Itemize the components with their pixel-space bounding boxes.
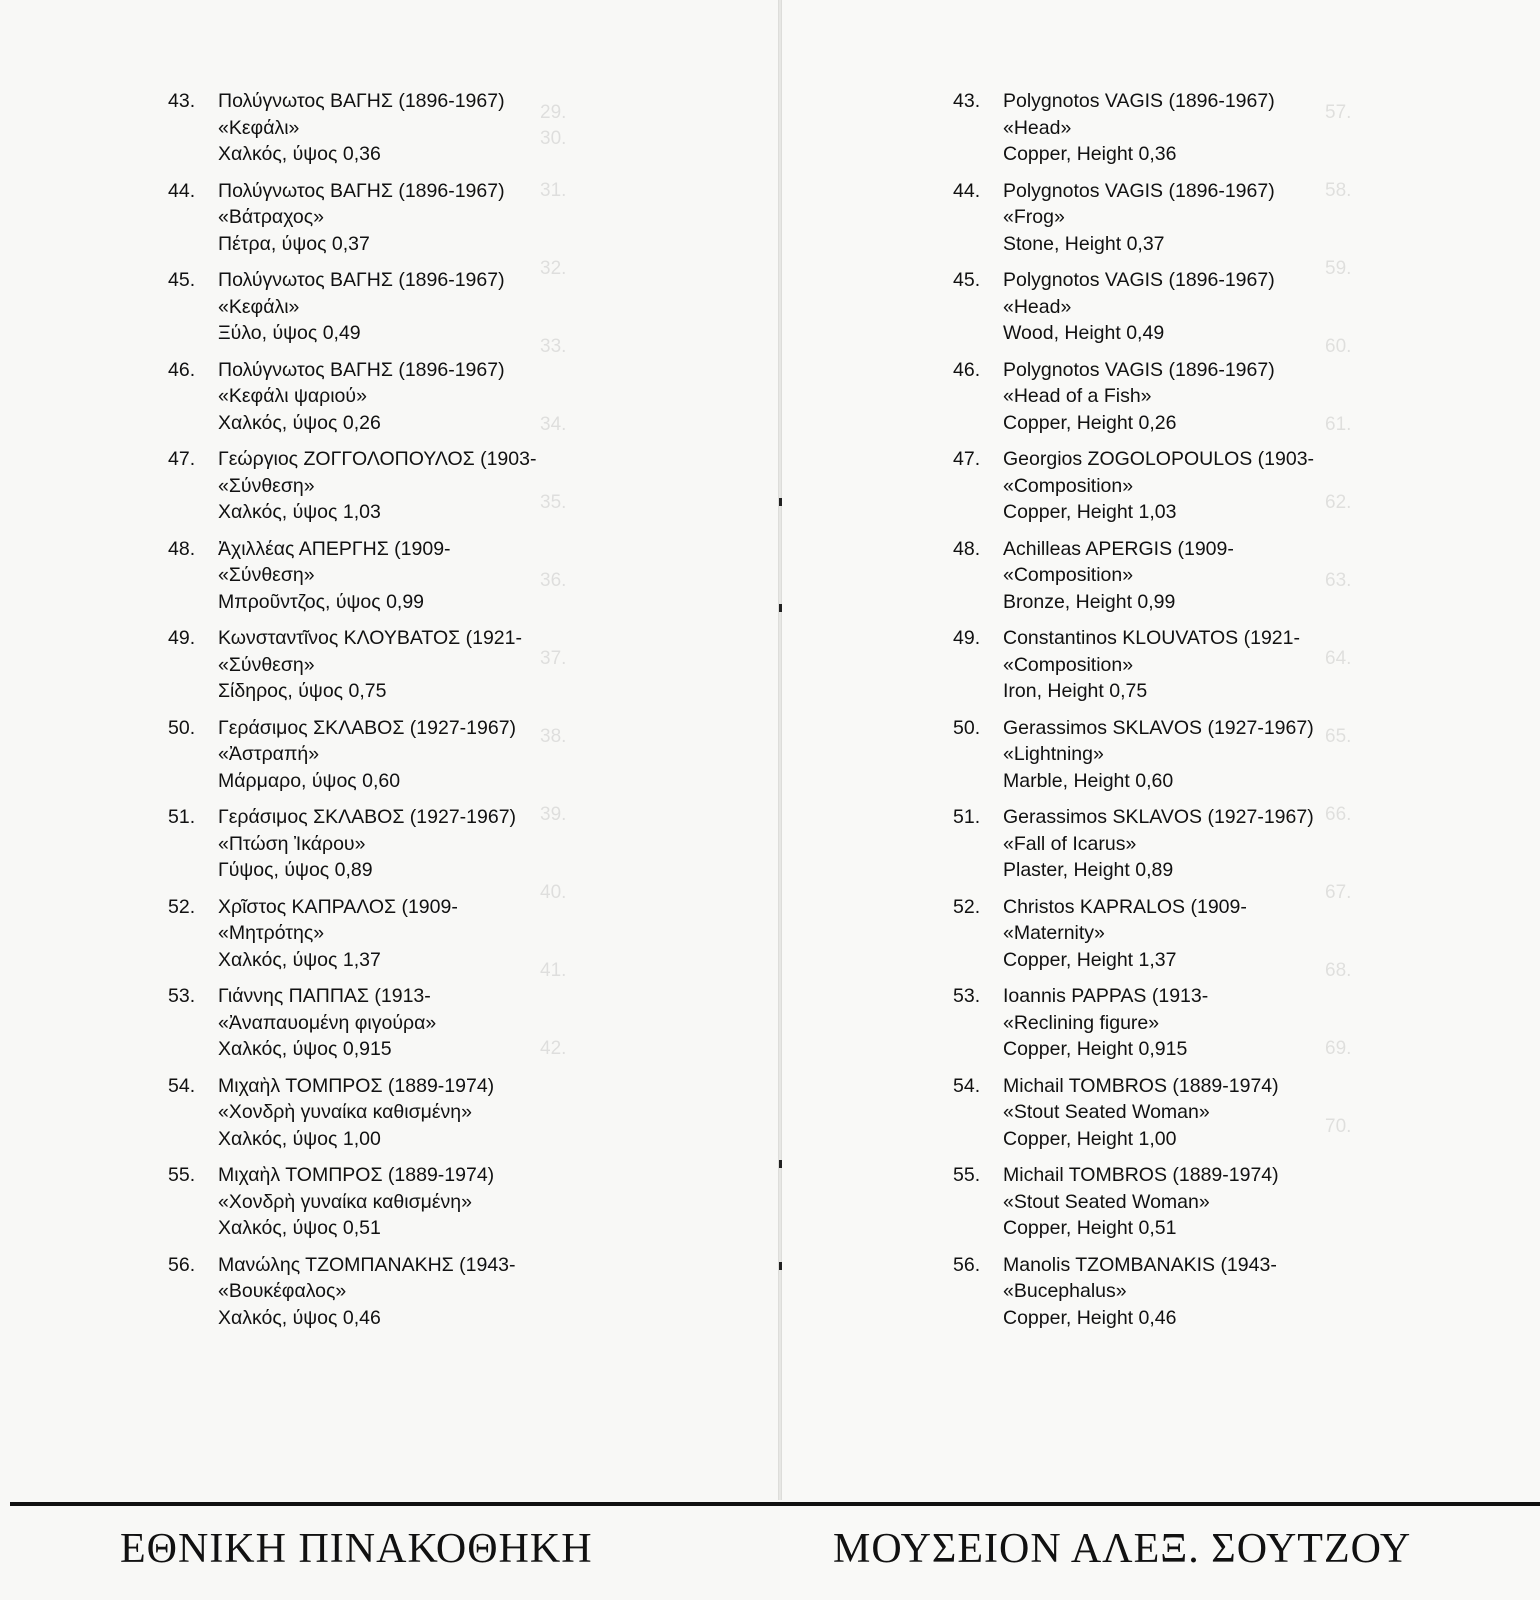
greek-catalogue-list xyxy=(168,88,628,1341)
entry-material: Χαλκός, ύψος 0,26 xyxy=(218,411,381,434)
entry-body xyxy=(218,894,628,974)
entry-title: «Σύνθεση» xyxy=(218,474,315,497)
entry-number: 44. xyxy=(953,179,981,202)
entry-title: «Χονδρὴ γυναίκα καθισμένη» xyxy=(218,1190,472,1213)
entry-artist: Πολύγνωτος ΒΑΓΗΣ (1896-1967) xyxy=(218,358,505,381)
catalogue-entry xyxy=(168,715,628,795)
entry-material: Πέτρα, ύψος 0,37 xyxy=(218,232,370,255)
entry-artist: Polygnotos VAGIS (1896-1967) xyxy=(1003,179,1275,202)
entry-body xyxy=(218,1162,628,1242)
entry-number: 53. xyxy=(168,985,196,1007)
entry-title: «Ἀναπαυομένη φιγούρα» xyxy=(218,1011,437,1034)
entry-number: 51. xyxy=(953,806,981,828)
entry-body xyxy=(218,357,628,437)
entry-body xyxy=(1003,983,1403,1063)
entry-body xyxy=(1003,715,1403,795)
entry-artist: Πολύγνωτος ΒΑΓΗΣ (1896-1967) xyxy=(218,179,505,202)
book-spine xyxy=(778,0,782,1500)
entry-number: 50. xyxy=(953,716,981,739)
entry-material: Χαλκός, ύψος 1,00 xyxy=(218,1127,381,1150)
entry-material: Copper, Height 0,26 xyxy=(1003,411,1177,434)
entry-title: «Σύνθεση» xyxy=(218,564,315,586)
entry-body xyxy=(1003,267,1403,347)
entry-material: Ξύλο, ύψος 0,49 xyxy=(218,322,361,344)
catalogue-entry xyxy=(168,88,628,168)
entry-title: «Κεφάλι» xyxy=(218,295,300,318)
entry-artist: Polygnotos VAGIS (1896-1967) xyxy=(1003,90,1275,112)
entry-material: Χαλκός, ύψος 0,46 xyxy=(218,1306,381,1329)
entry-body xyxy=(218,625,628,705)
entry-artist: Manolis TZOMBANAKIS (1943- xyxy=(1003,1253,1277,1276)
entry-title: «Ἀστραπή» xyxy=(218,743,320,765)
entry-number: 47. xyxy=(168,448,196,470)
entry-material: Χαλκός, ύψος 0,915 xyxy=(218,1038,392,1060)
entry-number: 44. xyxy=(168,179,196,202)
entry-body xyxy=(218,178,628,258)
spine-mark xyxy=(779,604,782,612)
entry-material: Copper, Height 0,915 xyxy=(1003,1038,1188,1060)
catalogue-entry xyxy=(168,1252,628,1332)
spine-mark xyxy=(779,1262,782,1270)
entry-material: Copper, Height 0,36 xyxy=(1003,143,1177,165)
entry-artist: Michail TOMBROS (1889-1974) xyxy=(1003,1164,1279,1186)
entry-material: Χαλκός, ύψος 0,36 xyxy=(218,143,381,165)
catalogue-entry xyxy=(953,1252,1403,1332)
spine-mark xyxy=(779,1160,782,1168)
catalogue-entry xyxy=(168,536,628,616)
entry-title: «Βουκέφαλος» xyxy=(218,1280,347,1302)
entry-artist: Πολύγνωτος ΒΑΓΗΣ (1896-1967) xyxy=(218,269,505,291)
entry-title: «Lightning» xyxy=(1003,743,1104,765)
catalogue-entry xyxy=(168,178,628,258)
entry-title: «Βάτραχος» xyxy=(218,206,324,228)
catalogue-entry xyxy=(168,1073,628,1153)
entry-title: «Composition» xyxy=(1003,653,1134,676)
catalogue-entry xyxy=(168,1162,628,1242)
catalogue-entry xyxy=(953,1162,1403,1242)
entry-title: «Head of a Fish» xyxy=(1003,385,1152,407)
entry-title: «Reclining figure» xyxy=(1003,1011,1160,1034)
catalogue-entry xyxy=(953,715,1403,795)
entry-number: 45. xyxy=(168,269,196,291)
entry-number: 53. xyxy=(953,985,981,1007)
entry-artist: Achilleas APERGIS (1909- xyxy=(1003,537,1234,560)
catalogue-entry xyxy=(168,625,628,705)
entry-artist: Ἀχιλλέας ΑΠΕΡΓΗΣ (1909- xyxy=(218,537,451,560)
entry-material: Copper, Height 1,00 xyxy=(1003,1127,1177,1150)
entry-artist: Georgios ZOGOLOPOULOS (1903- xyxy=(1003,448,1315,470)
entry-title: «Stout Seated Woman» xyxy=(1003,1101,1210,1123)
entry-body xyxy=(1003,894,1403,974)
entry-artist: Χρῖστος ΚΑΠΡΑΛΟΣ (1909- xyxy=(218,895,458,918)
entry-artist: Polygnotos VAGIS (1896-1967) xyxy=(1003,269,1275,291)
entry-title: «Maternity» xyxy=(1003,922,1105,944)
entry-material: Copper, Height 1,03 xyxy=(1003,501,1177,523)
entry-artist: Christos KAPRALOS (1909- xyxy=(1003,895,1247,918)
entry-body xyxy=(218,1252,628,1332)
entry-number: 46. xyxy=(953,358,981,381)
entry-number: 49. xyxy=(168,627,196,649)
entry-number: 48. xyxy=(953,537,981,560)
entry-number: 55. xyxy=(168,1164,196,1186)
entry-body xyxy=(1003,625,1403,705)
entry-title: «Χονδρὴ γυναίκα καθισμένη» xyxy=(218,1101,472,1123)
entry-title: «Πτώση Ἰκάρου» xyxy=(218,832,366,855)
entry-number: 48. xyxy=(168,537,196,560)
catalogue-entry xyxy=(953,804,1403,884)
entry-title: «Bucephalus» xyxy=(1003,1280,1127,1302)
entry-material: Χαλκός, ύψος 1,03 xyxy=(218,501,381,523)
entry-body xyxy=(218,267,628,347)
entry-number: 55. xyxy=(953,1164,981,1186)
entry-material: Iron, Height 0,75 xyxy=(1003,680,1148,702)
entry-artist: Polygnotos VAGIS (1896-1967) xyxy=(1003,358,1275,381)
entry-artist: Γεώργιος ΖΟΓΓΟΛΟΠΟΥΛΟΣ (1903- xyxy=(218,448,537,470)
entry-material: Μπροῦντζος, ύψος 0,99 xyxy=(218,590,425,613)
entry-material: Χαλκός, ύψος 1,37 xyxy=(218,948,381,971)
entry-artist: Gerassimos SKLAVOS (1927-1967) xyxy=(1003,716,1314,739)
entry-title: «Frog» xyxy=(1003,206,1065,228)
entry-artist: Γιάννης ΠΑΠΠΑΣ (1913- xyxy=(218,985,431,1007)
catalogue-entry xyxy=(953,536,1403,616)
entry-material: Copper, Height 0,46 xyxy=(1003,1306,1177,1329)
entry-body xyxy=(218,983,628,1063)
entry-number: 52. xyxy=(953,895,981,918)
entry-material: Stone, Height 0,37 xyxy=(1003,232,1165,255)
entry-body xyxy=(1003,1162,1403,1242)
entry-number: 56. xyxy=(953,1253,981,1276)
entry-number: 52. xyxy=(168,895,196,918)
footer-rule xyxy=(10,1502,1540,1506)
entry-number: 49. xyxy=(953,627,981,649)
museum-title: ΜΟΥΣΕΙΟΝ ΑΛΕΞ. ΣΟΥΤΖΟΥ xyxy=(833,1526,1412,1572)
entry-title: «Fall of Icarus» xyxy=(1003,832,1137,855)
entry-body xyxy=(218,446,628,526)
catalogue-entry xyxy=(953,88,1403,168)
entry-material: Copper, Height 0,51 xyxy=(1003,1217,1177,1239)
catalogue-entry xyxy=(168,357,628,437)
catalogue-entry xyxy=(168,446,628,526)
entry-body xyxy=(218,1073,628,1153)
entry-artist: Κωνσταντῖνος ΚΛΟΥΒΑΤΟΣ (1921- xyxy=(218,627,522,649)
english-catalogue-list xyxy=(953,88,1403,1341)
entry-title: «Composition» xyxy=(1003,564,1134,586)
entry-artist: Gerassimos SKLAVOS (1927-1967) xyxy=(1003,806,1314,828)
entry-body xyxy=(1003,536,1403,616)
entry-artist: Γεράσιμος ΣΚΛΑΒΟΣ (1927-1967) xyxy=(218,806,517,828)
entry-number: 54. xyxy=(168,1074,196,1097)
entry-artist: Πολύγνωτος ΒΑΓΗΣ (1896-1967) xyxy=(218,90,505,112)
catalogue-entry xyxy=(168,894,628,974)
entry-artist: Michail TOMBROS (1889-1974) xyxy=(1003,1074,1279,1097)
entry-number: 56. xyxy=(168,1253,196,1276)
entry-title: «Κεφάλι» xyxy=(218,116,300,139)
entry-body xyxy=(218,804,628,884)
entry-number: 43. xyxy=(168,90,196,112)
entry-material: Bronze, Height 0,99 xyxy=(1003,590,1176,613)
entry-number: 54. xyxy=(953,1074,981,1097)
entry-title: «Κεφάλι ψαριού» xyxy=(218,385,367,407)
entry-artist: Ioannis PAPPAS (1913- xyxy=(1003,985,1209,1007)
entry-body xyxy=(218,88,628,168)
entry-title: «Composition» xyxy=(1003,474,1134,497)
entry-number: 50. xyxy=(168,716,196,739)
entry-body xyxy=(1003,1252,1403,1332)
entry-artist: Μιχαὴλ ΤΟΜΠΡΟΣ (1889-1974) xyxy=(218,1164,495,1186)
catalogue-entry xyxy=(953,446,1403,526)
entry-body xyxy=(1003,178,1403,258)
entry-material: Plaster, Height 0,89 xyxy=(1003,859,1174,881)
entry-body xyxy=(1003,88,1403,168)
entry-material: Χαλκός, ύψος 0,51 xyxy=(218,1217,381,1239)
entry-material: Copper, Height 1,37 xyxy=(1003,948,1177,971)
entry-material: Σίδηρος, ύψος 0,75 xyxy=(218,680,387,702)
catalogue-entry xyxy=(953,357,1403,437)
entry-number: 45. xyxy=(953,269,981,291)
entry-artist: Γεράσιμος ΣΚΛΑΒΟΣ (1927-1967) xyxy=(218,716,517,739)
catalogue-entry xyxy=(953,625,1403,705)
entry-body xyxy=(1003,804,1403,884)
entry-title: «Stout Seated Woman» xyxy=(1003,1190,1210,1213)
catalogue-entry xyxy=(953,983,1403,1063)
entry-material: Marble, Height 0,60 xyxy=(1003,769,1174,792)
entry-body xyxy=(218,536,628,616)
entry-number: 46. xyxy=(168,358,196,381)
catalogue-entry xyxy=(168,983,628,1063)
catalogue-entry xyxy=(953,267,1403,347)
entry-artist: Μιχαὴλ ΤΟΜΠΡΟΣ (1889-1974) xyxy=(218,1074,495,1097)
entry-number: 51. xyxy=(168,806,196,828)
entry-title: «Μητρότης» xyxy=(218,922,325,944)
catalogue-entry xyxy=(168,267,628,347)
entry-title: «Head» xyxy=(1003,295,1072,318)
footer-bleed-through xyxy=(30,1518,42,1571)
entry-title: «Head» xyxy=(1003,116,1072,139)
catalogue-entry xyxy=(953,894,1403,974)
entry-material: Γύψος, ύψος 0,89 xyxy=(218,859,373,881)
entry-material: Wood, Height 0,49 xyxy=(1003,322,1165,344)
entry-number: 47. xyxy=(953,448,981,470)
spine-mark xyxy=(779,498,782,506)
entry-body xyxy=(218,715,628,795)
entry-artist: Constantinos KLOUVATOS (1921- xyxy=(1003,627,1300,649)
entry-body xyxy=(1003,446,1403,526)
entry-title: «Σύνθεση» xyxy=(218,653,315,676)
catalogue-entry xyxy=(953,178,1403,258)
catalogue-entry xyxy=(953,1073,1403,1153)
entry-body xyxy=(1003,1073,1403,1153)
catalogue-entry xyxy=(168,804,628,884)
gallery-title: ΕΘΝΙΚΗ ΠΙΝΑΚΟΘΗΚΗ xyxy=(120,1526,593,1572)
entry-material: Μάρμαρο, ύψος 0,60 xyxy=(218,769,401,792)
entry-artist: Μανώλης ΤΖΟΜΠΑΝΑΚΗΣ (1943- xyxy=(218,1253,516,1276)
entry-body xyxy=(1003,357,1403,437)
entry-number: 43. xyxy=(953,90,981,112)
